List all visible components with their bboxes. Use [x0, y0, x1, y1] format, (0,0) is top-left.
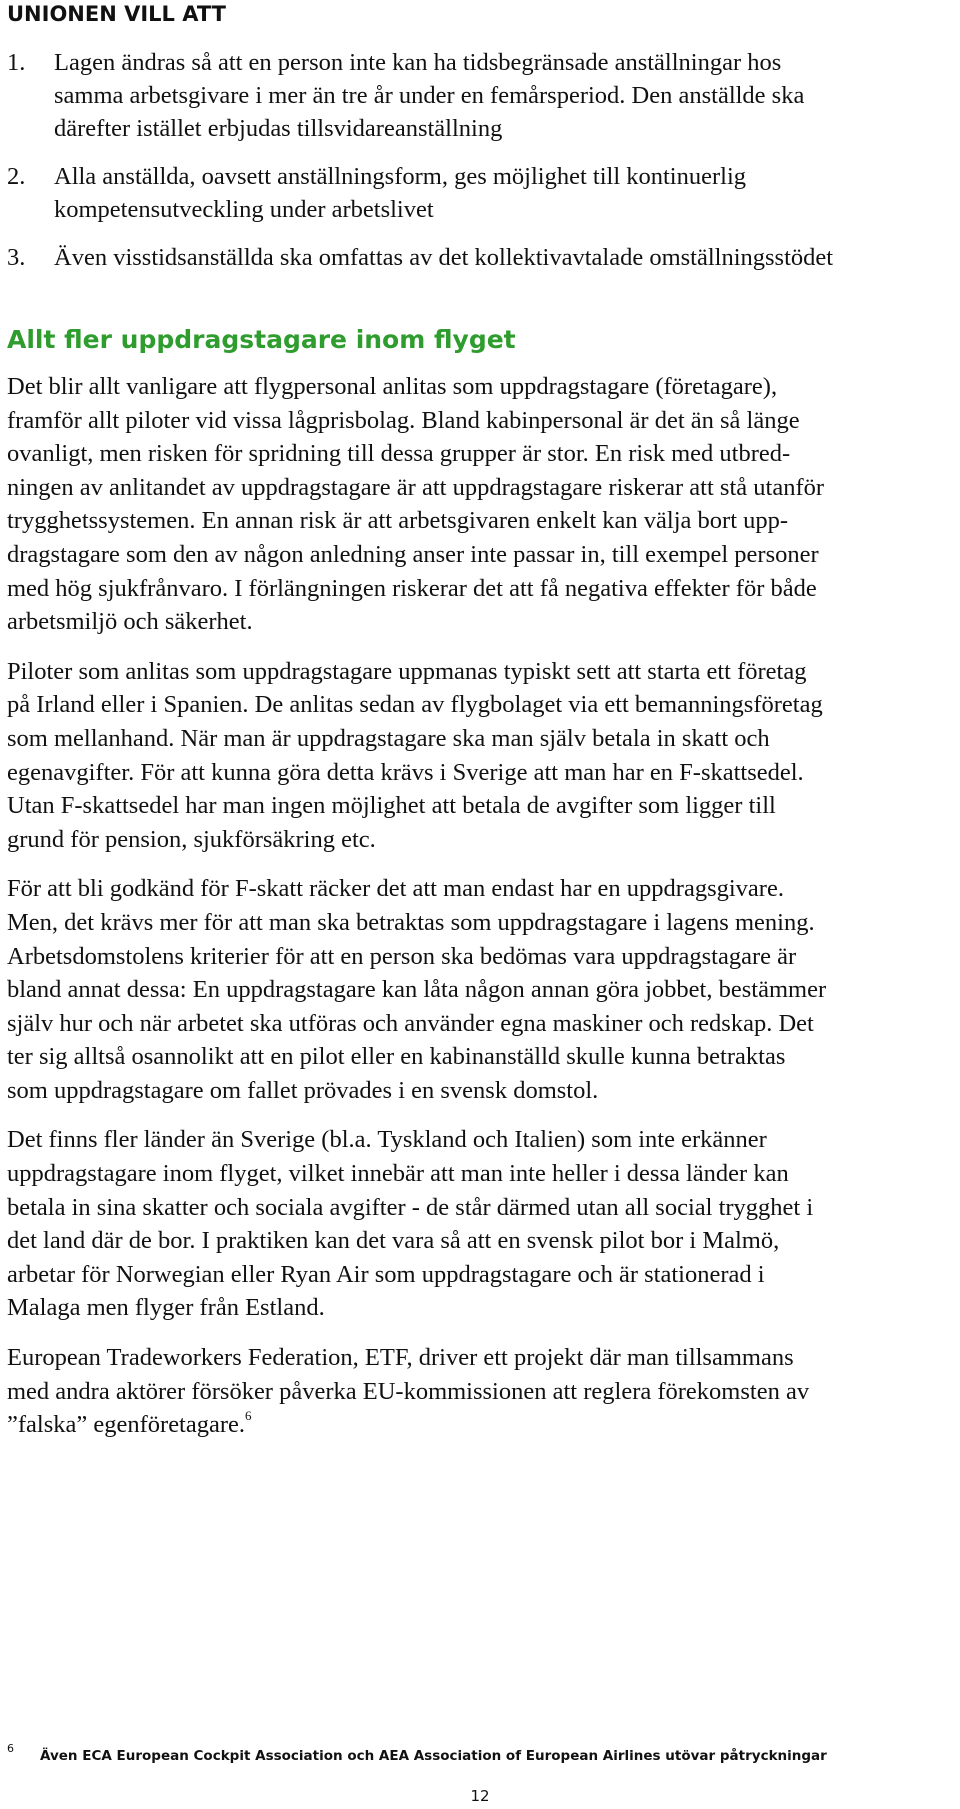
- footnote-text: Även ECA European Cockpit Association och AEA Association of European Airlines utövar påtryckningar: [40, 1748, 827, 1764]
- section-title: UNIONEN VILL ATT: [7, 2, 226, 26]
- text-line: med andra aktörer försöker påverka EU-kommissionen att reglera förekomsten av: [7, 1377, 810, 1405]
- demand-line: kompetensutveckling under arbetslivet: [54, 196, 434, 223]
- text-line: på Irland eller i Spanien. De anlitas sedan av flygbolaget via ett bemanningsföretag: [7, 691, 823, 719]
- text-line: bland annat dessa: En uppdragstagare kan låta någon annan göra jobbet, bestämmer: [7, 976, 827, 1004]
- text-line: Arbetsdomstolens kriterier för att en person ska bedömas vara uppdragstagare är: [7, 942, 797, 970]
- demand-item-3: [7, 241, 957, 274]
- text-line: Utan F-skattsedel har man ingen möjlighet att betala de avgifter som ligger till: [7, 792, 776, 820]
- text-line: Malaga men flyger från Estland.: [7, 1294, 325, 1322]
- demand-line: Lagen ändras så att en person inte kan ha tidsbegränsade anställningar hos: [54, 49, 782, 76]
- demand-number: 3.: [7, 244, 26, 271]
- footnote-mark: 6: [7, 1742, 14, 1755]
- text-line: med hög sjukfrånvaro. I förlängningen riskerar det att få negativa effekter för både: [7, 574, 817, 602]
- demand-item-1: [7, 46, 957, 145]
- paragraph-4: [7, 1123, 959, 1325]
- text-line: grund för pension, sjukförsäkring etc.: [7, 825, 376, 853]
- paragraph-5: [7, 1341, 959, 1442]
- text-line: dragstagare som den av någon anledning anser inte passar in, till exempel personer: [7, 540, 819, 568]
- demand-line: Även visstidsanställda ska omfattas av det kollektivavtalade omställningsstödet: [54, 244, 834, 271]
- demand-line: därefter istället erbjudas tillsvidareanställning: [54, 115, 503, 142]
- text-line: framför allt piloter vid vissa lågprisbolag. Bland kabinpersonal är det än så länge: [7, 406, 800, 434]
- text-line: uppdragstagare inom flyget, vilket innebär att man inte heller i dessa länder kan: [7, 1160, 789, 1188]
- text-line: arbetsmiljö och säkerhet.: [7, 608, 253, 636]
- footnote-reference[interactable]: 6: [245, 1408, 252, 1424]
- text-line: Det blir allt vanligare att flygpersonal anlitas som uppdragstagare (företagare),: [7, 373, 778, 400]
- text-line: själv hur och när arbetet ska utföras och använder egna maskiner och redskap. Det: [7, 1009, 814, 1037]
- text-line: det land där de bor. I praktiken kan det vara så att en svensk pilot bor i Malmö,: [7, 1227, 780, 1255]
- subheading: Allt fler uppdragstagare inom flyget: [7, 325, 516, 354]
- text-line: Men, det krävs mer för att man ska betraktas som uppdragstagare i lagens mening.: [7, 908, 815, 936]
- paragraph-3: [7, 872, 959, 1107]
- demand-line: samma arbetsgivare i mer än tre år under en femårsperiod. Den anställde ska: [54, 82, 805, 109]
- text-line: ningen av anlitandet av uppdragstagare är att uppdragstagare riskerar att stå utanför: [7, 473, 825, 501]
- text-line: som uppdragstagare om fallet prövades i en svensk domstol.: [7, 1076, 599, 1104]
- demand-number: 2.: [7, 163, 26, 190]
- paragraph-2: [7, 655, 959, 857]
- body-text: [7, 370, 959, 1458]
- demand-line: Alla anställda, oavsett anställningsform, ges möjlighet till kontinuerlig: [54, 163, 747, 190]
- text-line: ovanligt, men risken för spridning till dessa grupper är stor. En risk med utbred-: [7, 440, 791, 468]
- text-line: som mellanhand. När man är uppdragstagare ska man själv betala in skatt och: [7, 724, 770, 752]
- text-line: arbetar för Norwegian eller Ryan Air som uppdragstagare och är stationerad i: [7, 1260, 765, 1288]
- text-line: Det finns fler länder än Sverige (bl.a. Tyskland och Italien) som inte erkänner: [7, 1126, 767, 1154]
- page-number: 12: [470, 1787, 490, 1805]
- text-line: ”falska” egenföretagare.: [7, 1411, 246, 1439]
- paragraph-1: [7, 370, 959, 639]
- text-line: egenavgifter. För att kunna göra detta krävs i Sverige att man har en F-skattsedel.: [7, 758, 804, 786]
- text-line: betala in sina skatter och sociala avgifter - de står därmed utan all social trygghet i: [7, 1193, 814, 1221]
- text-line: Piloter som anlitas som uppdragstagare uppmanas typiskt sett att starta ett företag: [7, 657, 807, 685]
- demand-item-2: [7, 160, 957, 226]
- text-line: European Tradeworkers Federation, ETF, driver ett projekt där man tillsammans: [7, 1344, 794, 1372]
- text-line: ter sig alltså osannolikt att en pilot eller en kabinanställd skulle kunna betraktas: [7, 1043, 786, 1071]
- demand-list: [7, 46, 957, 289]
- text-line: För att bli godkänd för F-skatt räcker det att man endast har en uppdragsgivare.: [7, 875, 784, 903]
- text-line: trygghetssystemen. En annan risk är att arbetsgivaren enkelt kan välja bort upp-: [7, 507, 789, 535]
- demand-number: 1.: [7, 49, 26, 76]
